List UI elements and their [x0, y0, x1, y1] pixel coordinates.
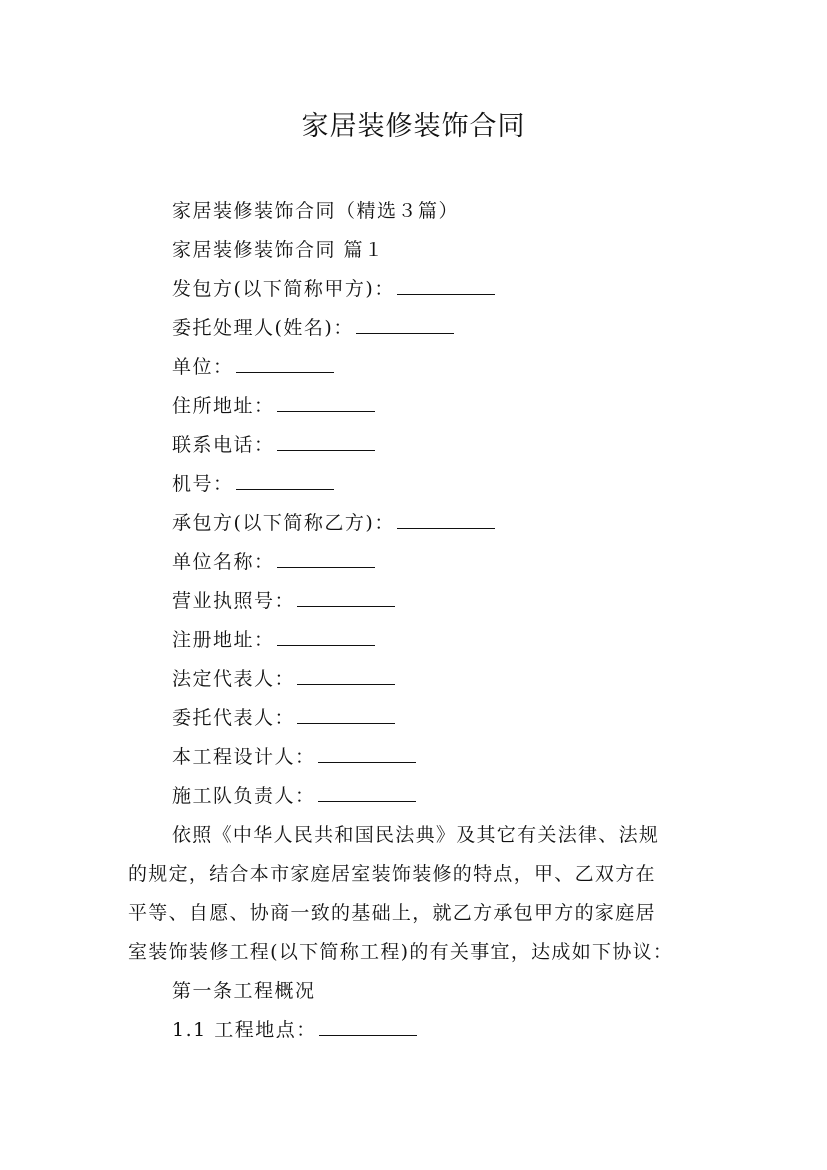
field-label: 营业执照号： — [172, 590, 296, 612]
field-label: 1.1 工程地点： — [172, 1019, 317, 1041]
field-label: 委托处理人(姓名)： — [172, 317, 354, 339]
article-heading: 第一条工程概况 — [172, 980, 316, 1002]
field-label: 单位名称： — [172, 551, 275, 573]
field-label: 联系电话： — [172, 434, 275, 456]
blank-underline — [318, 800, 416, 802]
blank-underline — [397, 527, 495, 529]
agreement-paragraph — [128, 816, 700, 972]
blank-underline — [277, 644, 375, 646]
field-label: 委托代表人： — [172, 707, 296, 729]
document-body — [128, 192, 700, 1050]
field-label: 承包方(以下简称乙方)： — [172, 512, 395, 534]
field-line — [128, 777, 700, 816]
paragraph-line: 平等、自愿、协商一致的基础上，就乙方承包甲方的家庭居 — [128, 902, 656, 924]
field-label: 注册地址： — [172, 629, 275, 651]
field-label: 法定代表人： — [172, 668, 296, 690]
blank-underline — [236, 488, 334, 490]
blank-underline — [297, 683, 395, 685]
field-label: 住所地址： — [172, 395, 275, 417]
blank-underline — [277, 410, 375, 412]
field-line — [128, 465, 700, 504]
blank-underline — [236, 371, 334, 373]
field-line — [128, 504, 700, 543]
field-line — [128, 270, 700, 309]
document-title: 家居装修装饰合同 — [301, 111, 526, 142]
paragraph-line: 依照《中华人民共和国民法典》及其它有关法律、法规 — [172, 824, 660, 846]
field-line — [128, 543, 700, 582]
field-line — [128, 699, 700, 738]
field-line — [128, 309, 700, 348]
field-line — [128, 660, 700, 699]
paragraph-line: 的规定，结合本市家庭居室装饰装修的特点，甲、乙双方在 — [128, 863, 656, 885]
blank-underline — [297, 722, 395, 724]
field-line — [128, 738, 700, 777]
field-line — [128, 348, 700, 387]
blank-underline — [356, 332, 454, 334]
field-label: 发包方(以下简称甲方)： — [172, 278, 395, 300]
field-label: 机号： — [172, 473, 234, 495]
field-label: 单位： — [172, 356, 234, 378]
field-line — [128, 1011, 700, 1050]
field-line — [128, 426, 700, 465]
blank-underline — [277, 566, 375, 568]
field-line — [128, 387, 700, 426]
paragraph-line: 室装饰装修工程(以下简称工程)的有关事宜，达成如下协议： — [128, 941, 674, 963]
field-label: 施工队负责人： — [172, 785, 316, 807]
section-heading: 家居装修装饰合同 篇１ — [172, 239, 385, 261]
field-line — [128, 582, 700, 621]
document-subtitle: 家居装修装饰合同（精选３篇） — [172, 200, 460, 222]
blank-underline — [277, 449, 375, 451]
blank-underline — [297, 605, 395, 607]
field-line — [128, 621, 700, 660]
field-label: 本工程设计人： — [172, 746, 316, 768]
blank-underline — [319, 1034, 417, 1036]
blank-underline — [318, 761, 416, 763]
blank-underline — [397, 293, 495, 295]
